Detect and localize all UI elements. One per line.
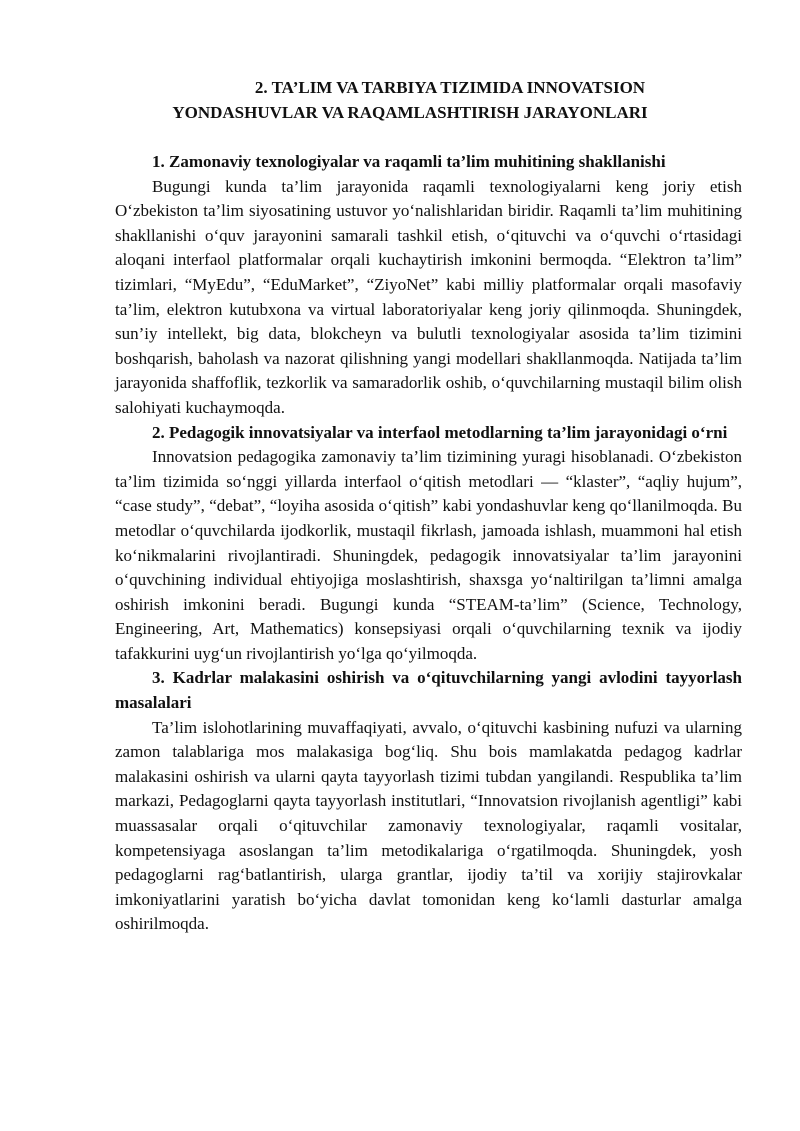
section-1-paragraph: Bugungi kunda ta’lim jarayonida raqamli texnologiyalarni keng joriy etish O‘zbekiston ta’lim siyosatining ustuvor yo‘nalishlaridan biridir. Raqamli ta’lim muhitining shakllanishi o‘quv jarayonini samarali tashkil etish, o‘qituvchi va o‘quvchi o‘rtasidagi aloqani interfaol platformalar orqali kuchaytirish imkonini bermoqda. “Elektron ta’lim” tizimlari, “MyEdu”, “EduMarket”, “ZiyoNet” kabi milliy platformalar orqali masofaviy ta’lim, elektron kutubxona va virtual laboratoriyalar keng joriy qilinmoqda. Shuningdek, sun’iy intellekt, big data, blokcheyn va bulutli texnologiyalar asosida ta’lim tizimini boshqarish, baholash va nazorat qilishning yangi modellari shakllanmoqda. Natijada ta’lim jarayonida shaffoflik, tezkorlik va samaradorlik oshib, o‘quvchilarning mustaqil bilim olish salohiyati kuchaymoqda. bbox=[115, 176, 742, 417]
section-2-heading: 2. Pedagogik innovatsiyalar va interfaol metodlarning ta’lim jarayonidagi o‘rni bbox=[152, 422, 728, 442]
section-1-heading: 1. Zamonaviy texnologiyalar va raqamli ta’lim muhitining shakllanishi bbox=[152, 152, 666, 171]
chapter-title-line-1: 2. TA’LIM VA TARBIYA TIZIMIDA INNOVATSION bbox=[254, 78, 646, 97]
section-2-paragraph: Innovatsion pedagogika zamonaviy ta’lim tizimining yuragi hisoblanadi. O‘zbekiston ta’lim tizimida so‘nggi yillarda interfaol o‘qitish metodlari — “klaster”, “aqliy hujum”, “case study”, “debat”, “loyiha asosida o‘qitish” kabi yondashuvlar keng qo‘llanilmoqda. Bu metodlar o‘quvchilarda ijodkorlik, mustaqil fikrlash, jamoada ishlash, muammoni hal etish ko‘nikmalarini rivojlantiradi. Shuningdek, pedagogik innovatsiyalar ta’lim jarayonini o‘quvchining individual ehtiyojiga moslashtirish, shaxsga yo‘naltirilgan ta’limni amalga oshirish imkonini beradi. Bugungi kunda “STEAM-ta’lim” (Science, Technology, Engineering, Art, Mathematics) konsepsiyasi orqali o‘quvchilarning texnik va ijodiy tafakkurini uyg‘un rivojlantirish yo‘lga qo‘yilmoqda. bbox=[115, 447, 742, 663]
chapter-title-line-2: YONDASHUVLAR VA RAQAMLASHTIRISH JARAYONLARI bbox=[172, 103, 648, 122]
document-body bbox=[115, 150, 742, 937]
section-3-heading: 3. Kadrlar malakasini oshirish va o‘qituvchilarning yangi avlodini tayyorlash masalalari bbox=[115, 668, 742, 713]
section-3-paragraph: Ta’lim islohotlarining muvaffaqiyati, avvalo, o‘qituvchi kasbining nufuzi va ularning zamon talablariga mos malakasiga bog‘liq. Shu bois mamlakatda pedagog kadrlar malakasini oshirish va ularni qayta tayyorlash tizimi tubdan yangilandi. Respublika ta’lim markazi, Pedagoglarni qayta tayyorlash institutlari, “Innovatsion rivojlanish agentligi” kabi muassasalar orqali o‘qituvchilar zamonaviy texnologiyalar, raqamli vositalar, kompetensiyaga asoslangan ta’lim metodikalariga o‘rgatilmoqda. Shuningdek, yosh pedagoglarni rag‘batlantirish, ularga grantlar, ijodiy ta’til va xorijiy stajirovkalar imkoniyatlarini yaratish bo‘yicha davlat tomonidan keng ko‘lamli dasturlar amalga oshirilmoqda. bbox=[115, 717, 742, 934]
chapter-title bbox=[100, 75, 760, 125]
